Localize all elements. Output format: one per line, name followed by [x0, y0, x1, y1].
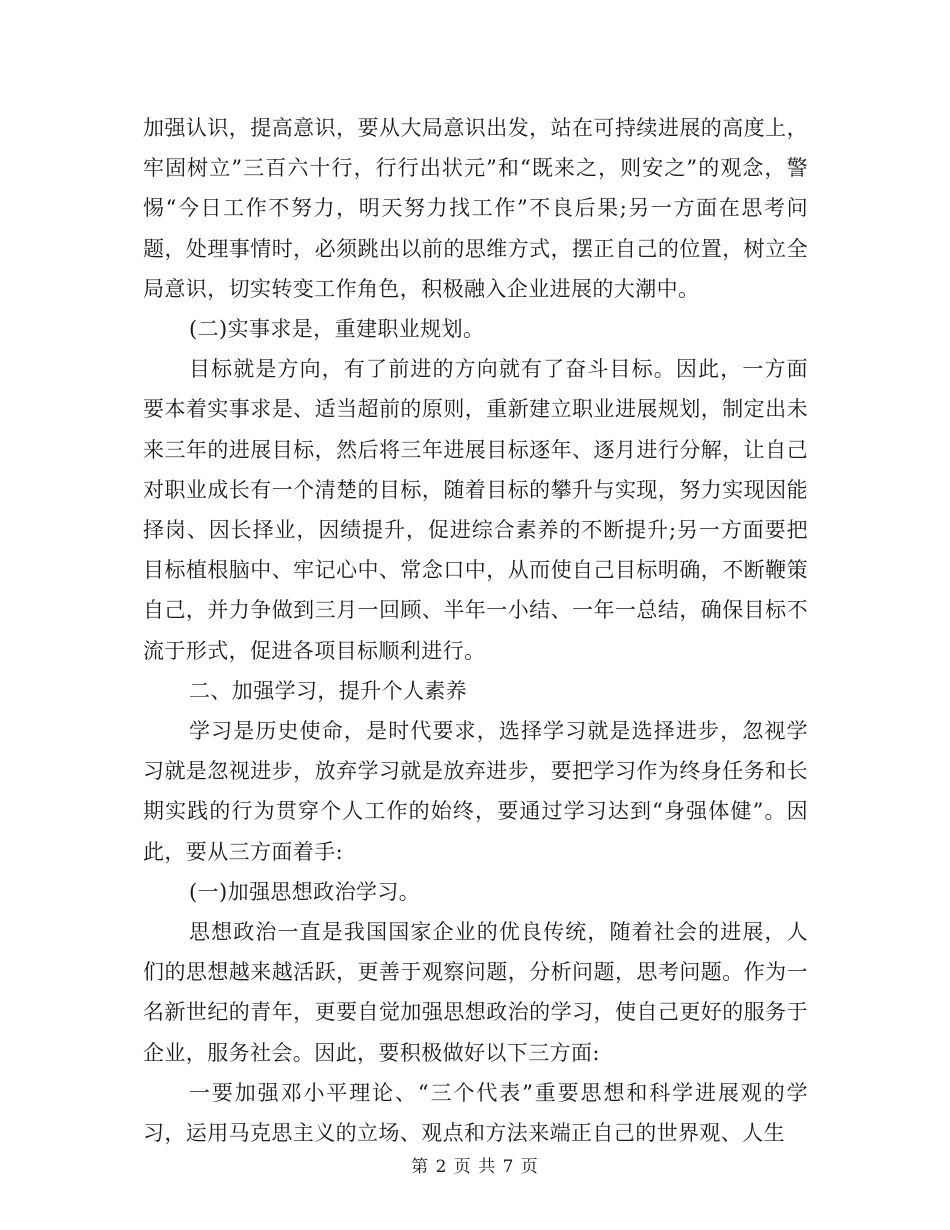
paragraph-5: 学习是历史使命，是时代要求，选择学习就是选择进步，忽视学习就是忽视进步，放弃学习就是放弃进步，要把学习作为终身任务和长期实践的行为贯穿个人工作的始终，要通过学习达到“身强体健”。因此，要从三方面着手:	[143, 719, 808, 864]
paragraph-7: 思想政治一直是我国国家企业的优良传统，随着社会的进展，人们的思想越来越活跃，更善于观察问题，分析问题，思考问题。作为一名新世纪的青年，更要自觉加强思想政治的学习，使自己更好的服务于企业，服务社会。因此，要积极做好以下三方面:	[143, 920, 808, 1065]
document-body	[143, 108, 808, 1153]
paragraph-2-heading: (二)实事求是，重建职业规划。	[189, 317, 485, 342]
paragraph-8: 一要加强邓小平理论、“三个代表”重要思想和科学进展观的学习，运用马克思主义的立场、观点和方法来端正自己的世界观、人生	[143, 1080, 808, 1146]
page-number-footer: 第 2 页 共 7 页	[411, 1157, 539, 1177]
paragraph-3: 目标就是方向，有了前进的方向就有了奋斗目标。因此，一方面要本着实事求是、适当超前的原则，重新建立职业进展规划，制定出未来三年的进展目标，然后将三年进展目标逐年、逐月进行分解，让自己对职业成长有一个清楚的目标，随着目标的攀升与实现，努力实现因能择岗、因长择业，因绩提升，促进综合素养的不断提升;另一方面要把目标植根脑中、牢记心中、常念口中，从而使自己目标明确，不断鞭策自己，并力争做到三月一回顾、半年一小结、一年一总结，确保目标不流于形式，促进各项目标顺利进行。	[143, 357, 808, 663]
paragraph-1: 加强认识，提高意识，要从大局意识出发，站在可持续进展的高度上，牢固树立”三百六十行，行行出状元”和“既来之，则安之”的观念，警惕“今日工作不努力，明天努力找工作”不良后果;另一方面在思考问题，处理事情时，必须跳出以前的思维方式，摆正自己的位置，树立全局意识，切实转变工作角色，积极融入企业进展的大潮中。	[143, 116, 808, 301]
section-heading-2: 二、加强学习，提升个人素养	[189, 678, 468, 703]
paragraph-6-heading: (一)加强思想政治学习。	[189, 879, 421, 904]
